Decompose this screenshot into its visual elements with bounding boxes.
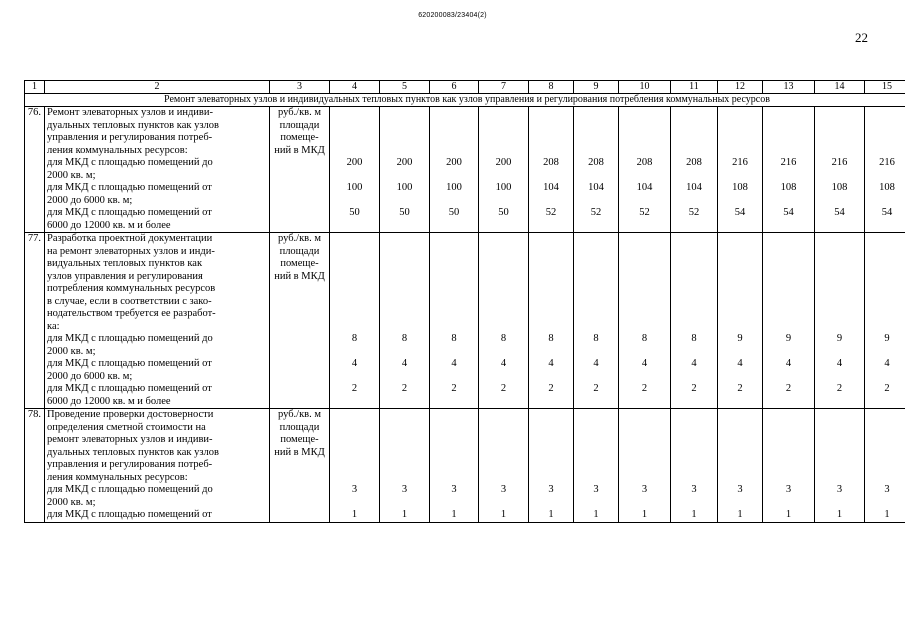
description-line: Разработка проектной документации bbox=[47, 233, 213, 244]
value: 2 bbox=[884, 383, 890, 394]
value: 2 bbox=[351, 383, 358, 394]
column-number: 6 bbox=[430, 81, 479, 94]
description-line: 2000 до 6000 кв. м; bbox=[47, 370, 133, 382]
value-cell bbox=[718, 233, 763, 409]
description-line: для МКД с площадью помещений от bbox=[47, 509, 212, 520]
value: 200 bbox=[495, 157, 512, 168]
unit-line: руб./кв. м bbox=[277, 233, 322, 244]
value: 200 bbox=[446, 157, 462, 168]
value-cell bbox=[865, 233, 905, 409]
value: 4 bbox=[641, 358, 648, 369]
value: 108 bbox=[780, 182, 797, 193]
unit-line: помеще- bbox=[280, 258, 319, 269]
description-line: ремонт элеваторных узлов и индиви- bbox=[47, 434, 213, 445]
value-cell bbox=[815, 107, 865, 233]
value-cell bbox=[865, 409, 905, 523]
column-number-row bbox=[25, 81, 905, 94]
description-line: видуальных тепловых пунктов как bbox=[47, 258, 203, 269]
column-number: 2 bbox=[45, 81, 270, 94]
value-cell bbox=[330, 107, 380, 233]
description-line: для МКД с площадью помещений до bbox=[47, 157, 213, 168]
value: 1 bbox=[836, 509, 843, 520]
value-cell bbox=[671, 107, 718, 233]
value: 3 bbox=[737, 484, 743, 495]
value: 2 bbox=[785, 383, 792, 394]
value-cell bbox=[529, 409, 574, 523]
value: 3 bbox=[641, 484, 648, 495]
description-line: в случае, если в соответствии с зако- bbox=[47, 295, 212, 307]
value-cell bbox=[763, 233, 815, 409]
value: 1 bbox=[884, 509, 890, 520]
value-cell bbox=[763, 409, 815, 523]
value-cell bbox=[671, 233, 718, 409]
value: 3 bbox=[451, 484, 457, 495]
description-line: Ремонт элеваторных узлов и индиви- bbox=[47, 107, 214, 118]
table-row bbox=[25, 107, 905, 233]
value: 208 bbox=[636, 157, 653, 168]
value-cell bbox=[574, 409, 619, 523]
value: 52 bbox=[545, 207, 557, 218]
value-cell bbox=[430, 107, 479, 233]
value-cell bbox=[763, 107, 815, 233]
value: 8 bbox=[351, 333, 358, 344]
value: 8 bbox=[593, 333, 599, 344]
value: 100 bbox=[495, 182, 512, 193]
description-line: дуальных тепловых пунктов как узлов bbox=[47, 119, 219, 131]
value: 4 bbox=[593, 358, 599, 369]
value: 2 bbox=[691, 383, 697, 394]
document-id: 620200083/23404(2) bbox=[418, 12, 487, 19]
unit-line: площади bbox=[279, 421, 320, 433]
description-line: ка: bbox=[47, 320, 60, 332]
value-cell bbox=[330, 233, 380, 409]
value-cell bbox=[718, 409, 763, 523]
value: 4 bbox=[884, 358, 890, 369]
value: 1 bbox=[451, 509, 457, 520]
column-number: 1 bbox=[25, 81, 45, 94]
section-title: Ремонт элеваторных узлов и индивидуальных тепловых пунктов как узлов управления и регулирования потребления коммунальных ресурсов bbox=[25, 94, 905, 107]
column-number: 12 bbox=[718, 81, 763, 94]
column-number: 9 bbox=[574, 81, 619, 94]
column-number: 7 bbox=[479, 81, 529, 94]
value: 4 bbox=[451, 358, 457, 369]
value: 3 bbox=[785, 484, 792, 495]
value-cell bbox=[479, 409, 529, 523]
value: 216 bbox=[780, 157, 797, 168]
column-number: 13 bbox=[763, 81, 815, 94]
unit-line: ний в МКД bbox=[274, 144, 325, 156]
description-line: 6000 до 12000 кв. м и более bbox=[47, 219, 171, 231]
unit-line: помеще- bbox=[280, 132, 319, 143]
value: 104 bbox=[588, 182, 604, 193]
value-cell bbox=[619, 409, 671, 523]
description-line: потребления коммунальных ресурсов bbox=[47, 283, 216, 294]
value: 108 bbox=[732, 182, 748, 193]
value: 8 bbox=[451, 333, 457, 344]
value: 3 bbox=[593, 484, 599, 495]
unit-line: руб./кв. м bbox=[277, 107, 322, 118]
description-line: на ремонт элеваторных узлов и инди- bbox=[47, 245, 215, 257]
value: 108 bbox=[831, 182, 848, 193]
value: 1 bbox=[593, 509, 599, 520]
value: 8 bbox=[691, 333, 697, 344]
unit-line: ний в МКД bbox=[274, 446, 325, 458]
item-number: 78. bbox=[25, 409, 45, 523]
value: 3 bbox=[836, 484, 843, 495]
value: 3 bbox=[401, 484, 408, 495]
value: 2 bbox=[593, 383, 599, 394]
value: 50 bbox=[448, 207, 460, 218]
value: 1 bbox=[401, 509, 408, 520]
unit-line: площади bbox=[279, 245, 320, 257]
unit-of-measure bbox=[270, 409, 330, 523]
value: 2 bbox=[451, 383, 457, 394]
value: 108 bbox=[879, 182, 895, 193]
column-number: 14 bbox=[815, 81, 865, 94]
column-number: 3 bbox=[270, 81, 330, 94]
value: 4 bbox=[691, 358, 697, 369]
unit-of-measure bbox=[270, 233, 330, 409]
value: 3 bbox=[691, 484, 697, 495]
value-cell bbox=[619, 233, 671, 409]
description-line: узлов управления и регулирования bbox=[47, 270, 203, 282]
item-description bbox=[45, 107, 270, 233]
unit-of-measure bbox=[270, 107, 330, 233]
column-number: 5 bbox=[380, 81, 430, 94]
value: 4 bbox=[548, 358, 554, 369]
value: 50 bbox=[498, 207, 509, 218]
value-cell bbox=[479, 233, 529, 409]
column-number: 8 bbox=[529, 81, 574, 94]
value: 4 bbox=[401, 358, 408, 369]
value: 8 bbox=[500, 333, 507, 344]
value: 216 bbox=[831, 157, 848, 168]
value: 50 bbox=[349, 207, 360, 218]
value: 52 bbox=[639, 207, 650, 218]
value: 50 bbox=[399, 207, 410, 218]
description-line: управления и регулирования потреб- bbox=[47, 459, 213, 470]
value-cell bbox=[430, 409, 479, 523]
table-row bbox=[25, 409, 905, 523]
value: 200 bbox=[396, 157, 413, 168]
value: 2 bbox=[836, 383, 843, 394]
description-line: для МКД с площадью помещений от bbox=[47, 383, 212, 394]
value: 3 bbox=[884, 484, 890, 495]
value: 100 bbox=[346, 182, 363, 193]
value: 2 bbox=[548, 383, 554, 394]
value: 208 bbox=[543, 157, 559, 168]
value: 54 bbox=[881, 207, 893, 218]
value: 2 bbox=[737, 383, 743, 394]
section-header-row bbox=[25, 94, 905, 107]
value-cell bbox=[574, 107, 619, 233]
value-cell bbox=[479, 107, 529, 233]
value-cell bbox=[430, 233, 479, 409]
value: 9 bbox=[884, 333, 890, 344]
description-line: Проведение проверки достоверности bbox=[47, 409, 214, 420]
value-cell bbox=[815, 409, 865, 523]
value: 9 bbox=[836, 333, 843, 344]
item-description bbox=[45, 233, 270, 409]
value: 3 bbox=[500, 484, 507, 495]
description-line: для МКД с площадью помещений от bbox=[47, 358, 212, 369]
value-cell bbox=[865, 107, 905, 233]
value: 2 bbox=[401, 383, 408, 394]
item-number: 76. bbox=[25, 107, 45, 233]
value: 2 bbox=[641, 383, 648, 394]
value-cell bbox=[815, 233, 865, 409]
description-line: для МКД с площадью помещений от bbox=[47, 207, 212, 218]
description-line: нодательством требуется ее разработ- bbox=[47, 308, 216, 319]
description-line: 2000 кв. м; bbox=[47, 496, 96, 508]
column-number: 15 bbox=[865, 81, 905, 94]
column-number: 4 bbox=[330, 81, 380, 94]
value: 216 bbox=[879, 157, 895, 168]
unit-line: помеще- bbox=[280, 434, 319, 445]
value: 100 bbox=[396, 182, 413, 193]
description-line: определения сметной стоимости на bbox=[47, 421, 206, 433]
value-cell bbox=[529, 233, 574, 409]
description-line: 2000 кв. м; bbox=[47, 169, 96, 181]
value: 104 bbox=[543, 182, 559, 193]
value: 4 bbox=[737, 358, 743, 369]
value: 4 bbox=[836, 358, 843, 369]
value-cell bbox=[529, 107, 574, 233]
tariff-table bbox=[24, 80, 905, 523]
value: 1 bbox=[548, 509, 554, 520]
value-cell bbox=[380, 409, 430, 523]
unit-line: площади bbox=[279, 119, 320, 131]
column-number: 11 bbox=[671, 81, 718, 94]
value: 8 bbox=[401, 333, 408, 344]
value: 3 bbox=[351, 484, 358, 495]
value-cell bbox=[380, 233, 430, 409]
value: 208 bbox=[588, 157, 604, 168]
value: 52 bbox=[688, 207, 700, 218]
description-line: 2000 кв. м; bbox=[47, 345, 96, 357]
unit-line: ний в МКД bbox=[274, 270, 325, 282]
value: 54 bbox=[783, 207, 794, 218]
value: 1 bbox=[500, 509, 507, 520]
value-cell bbox=[718, 107, 763, 233]
value: 208 bbox=[686, 157, 702, 168]
value: 54 bbox=[834, 207, 845, 218]
description-line: ления коммунальных ресурсов: bbox=[47, 144, 188, 156]
value: 100 bbox=[446, 182, 462, 193]
value: 52 bbox=[590, 207, 602, 218]
value: 1 bbox=[691, 509, 697, 520]
value-cell bbox=[671, 409, 718, 523]
item-number: 77. bbox=[25, 233, 45, 409]
unit-line: руб./кв. м bbox=[277, 409, 322, 420]
value-cell bbox=[380, 107, 430, 233]
description-line: для МКД с площадью помещений до bbox=[47, 484, 213, 495]
table-row bbox=[25, 233, 905, 409]
value: 1 bbox=[737, 509, 743, 520]
value: 1 bbox=[351, 509, 358, 520]
value: 200 bbox=[346, 157, 363, 168]
value-cell bbox=[330, 409, 380, 523]
value: 9 bbox=[737, 333, 743, 344]
description-line: для МКД с площадью помещений от bbox=[47, 182, 212, 193]
description-line: для МКД с площадью помещений до bbox=[47, 333, 213, 344]
value: 4 bbox=[351, 358, 358, 369]
value-cell bbox=[574, 233, 619, 409]
description-line: ления коммунальных ресурсов: bbox=[47, 471, 188, 483]
value: 8 bbox=[548, 333, 554, 344]
value: 104 bbox=[686, 182, 702, 193]
value: 104 bbox=[636, 182, 653, 193]
value: 2 bbox=[500, 383, 507, 394]
description-line: 2000 до 6000 кв. м; bbox=[47, 194, 133, 206]
description-line: дуальных тепловых пунктов как узлов bbox=[47, 446, 219, 458]
value: 1 bbox=[785, 509, 792, 520]
value-cell bbox=[619, 107, 671, 233]
value: 216 bbox=[732, 157, 748, 168]
item-description bbox=[45, 409, 270, 523]
value: 8 bbox=[641, 333, 648, 344]
page-number: 22 bbox=[855, 30, 868, 45]
value: 9 bbox=[785, 333, 792, 344]
description-line: управления и регулирования потреб- bbox=[47, 132, 213, 143]
column-number: 10 bbox=[619, 81, 671, 94]
value: 54 bbox=[734, 207, 746, 218]
value: 4 bbox=[785, 358, 792, 369]
description-line: 6000 до 12000 кв. м и более bbox=[47, 395, 171, 407]
value: 4 bbox=[500, 358, 507, 369]
value: 1 bbox=[641, 509, 648, 520]
value: 3 bbox=[548, 484, 554, 495]
